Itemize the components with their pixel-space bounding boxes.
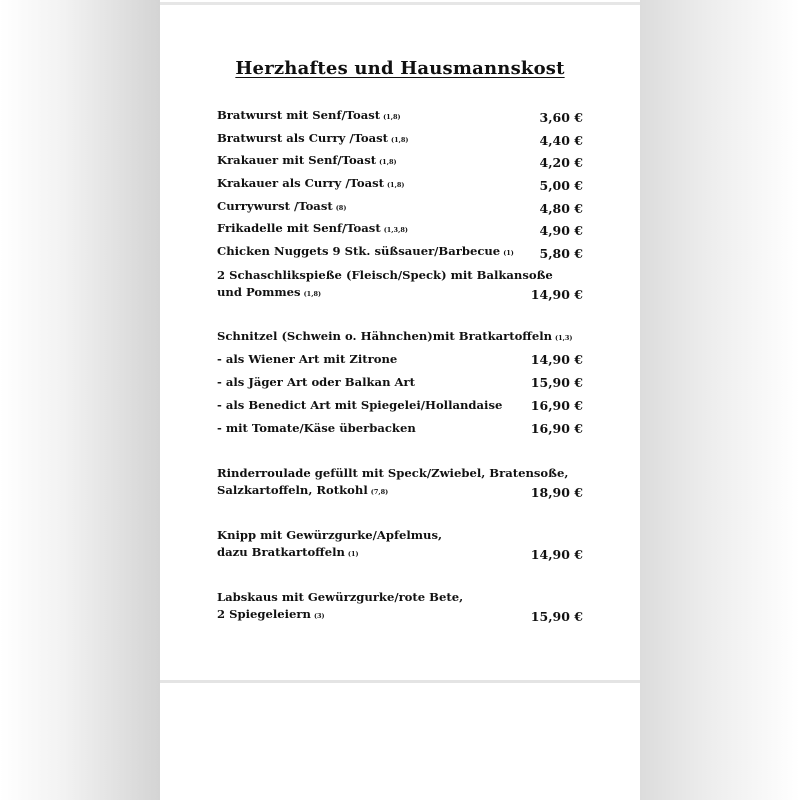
item-price: 14,90 € bbox=[530, 547, 583, 562]
blurred-background-right bbox=[640, 0, 800, 800]
item-price: 18,90 € bbox=[530, 485, 583, 500]
menu-item bbox=[217, 221, 583, 238]
item-price: 4,20 € bbox=[539, 155, 583, 170]
menu-page bbox=[160, 0, 640, 800]
item-name-line-2: Salzkartoffeln, Rotkohl bbox=[217, 483, 368, 497]
item-name: Krakauer als Curry /Toast bbox=[217, 176, 384, 190]
schnitzel-heading bbox=[217, 329, 583, 346]
item-price: 3,60 € bbox=[539, 110, 583, 125]
item-name-line-1: Knipp mit Gewürzgurke/Apfelmus, bbox=[217, 528, 443, 542]
page-top-divider bbox=[160, 2, 640, 5]
item-name: Bratwurst mit Senf/Toast bbox=[217, 108, 381, 122]
allergen-code: (1,8) bbox=[379, 158, 397, 166]
page-fold-divider bbox=[160, 680, 640, 683]
allergen-code: (1) bbox=[503, 249, 514, 257]
allergen-code: (1,3,8) bbox=[383, 226, 408, 234]
menu-title: Herzhaftes und Hausmannskost bbox=[235, 58, 565, 79]
item-name-line-2: 2 Spiegeleiern bbox=[217, 607, 311, 621]
schnitzel-variant bbox=[217, 375, 583, 390]
variant-price: 15,90 € bbox=[530, 375, 583, 390]
allergen-code: (1,8) bbox=[303, 290, 322, 298]
item-price: 14,90 € bbox=[530, 287, 583, 302]
menu-item bbox=[217, 527, 583, 563]
item-price: 4,90 € bbox=[539, 223, 583, 238]
item-price: 4,80 € bbox=[539, 201, 583, 216]
item-price: 5,00 € bbox=[539, 178, 583, 193]
item-name-line-2: dazu Bratkartoffeln bbox=[217, 545, 345, 559]
item-price: 5,80 € bbox=[539, 246, 583, 261]
variant-price: 16,90 € bbox=[530, 398, 583, 413]
allergen-code: (3) bbox=[313, 612, 325, 620]
allergen-code: (7,8) bbox=[370, 488, 389, 496]
schnitzel-variant bbox=[217, 421, 583, 436]
item-name: Krakauer mit Senf/Toast bbox=[217, 153, 377, 167]
allergen-code: (8) bbox=[335, 204, 347, 212]
menu-item bbox=[217, 199, 583, 216]
item-name-line-1: Rinderroulade gefüllt mit Speck/Zwiebel, Bratensoße, bbox=[217, 466, 569, 480]
variant-price: 16,90 € bbox=[530, 421, 583, 436]
item-name: Currywurst /Toast bbox=[217, 199, 333, 213]
menu-item bbox=[217, 153, 583, 170]
menu-item bbox=[217, 267, 583, 303]
menu-item bbox=[217, 465, 583, 501]
variant-name: - als Benedict Art mit Spiegelei/Hollandaise bbox=[217, 398, 503, 412]
menu-item bbox=[217, 176, 583, 193]
item-name-line-2: und Pommes bbox=[217, 285, 301, 299]
item-name: Frikadelle mit Senf/Toast bbox=[217, 221, 381, 235]
menu-item bbox=[217, 589, 583, 625]
allergen-code: (1,8) bbox=[386, 181, 405, 189]
item-price: 4,40 € bbox=[539, 133, 583, 148]
item-name: Bratwurst als Curry /Toast bbox=[217, 131, 388, 145]
blurred-background-left bbox=[0, 0, 160, 800]
item-name-line-1: 2 Schaschlikspieße (Fleisch/Speck) mit Balkansoße bbox=[217, 268, 553, 282]
allergen-code: (1) bbox=[347, 550, 359, 558]
variant-name: - mit Tomate/Käse überbacken bbox=[217, 421, 416, 435]
schnitzel-variant bbox=[217, 398, 583, 413]
item-name-line-1: Labskaus mit Gewürzgurke/rote Bete, bbox=[217, 590, 464, 604]
schnitzel-variant bbox=[217, 352, 583, 367]
variant-name: - als Jäger Art oder Balkan Art bbox=[217, 375, 415, 389]
variant-name: - als Wiener Art mit Zitrone bbox=[217, 352, 398, 366]
schnitzel-heading-text: Schnitzel (Schwein o. Hähnchen)mit Bratkartoffeln bbox=[217, 329, 553, 343]
item-name: Chicken Nuggets 9 Stk. süßsauer/Barbecue bbox=[217, 244, 501, 258]
allergen-code: (1,3) bbox=[555, 334, 573, 342]
allergen-code: (1,8) bbox=[391, 136, 409, 144]
item-price: 15,90 € bbox=[530, 609, 583, 624]
allergen-code: (1,8) bbox=[383, 113, 401, 121]
variant-price: 14,90 € bbox=[530, 352, 583, 367]
menu-item bbox=[217, 131, 583, 148]
menu-item bbox=[217, 244, 583, 261]
menu-item bbox=[217, 108, 583, 125]
